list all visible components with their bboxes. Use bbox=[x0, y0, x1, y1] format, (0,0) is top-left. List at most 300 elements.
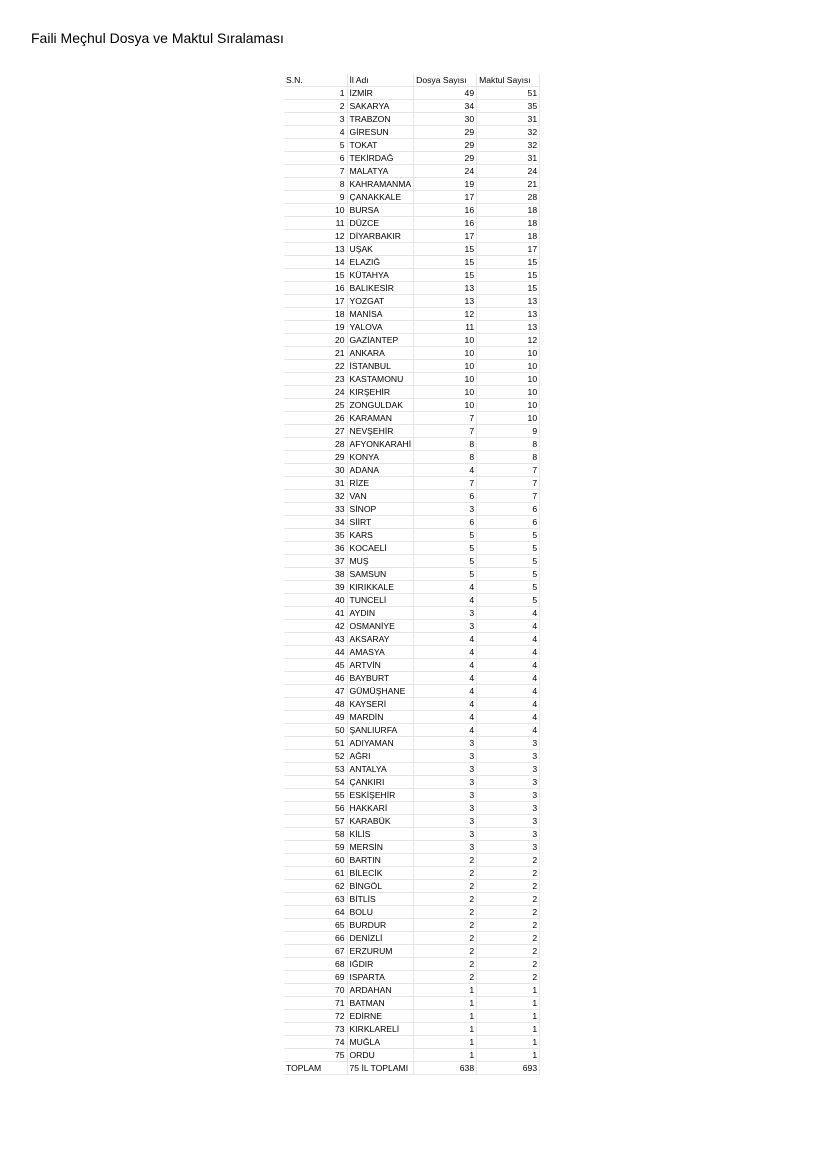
row-dosya-sayisi: 4 bbox=[414, 698, 477, 711]
row-il-adi: ANKARA bbox=[347, 347, 414, 360]
row-dosya-sayisi: 3 bbox=[414, 776, 477, 789]
row-sn: 75 bbox=[284, 1049, 347, 1062]
row-dosya-sayisi: 16 bbox=[414, 217, 477, 230]
row-il-adi: HAKKARİ bbox=[347, 802, 414, 815]
row-il-adi: DİYARBAKIR bbox=[347, 230, 414, 243]
row-maktul-sayisi: 2 bbox=[477, 958, 540, 971]
table-row bbox=[284, 1049, 540, 1062]
row-il-adi: BİNGÖL bbox=[347, 880, 414, 893]
row-dosya-sayisi: 1 bbox=[414, 1036, 477, 1049]
row-maktul-sayisi: 4 bbox=[477, 711, 540, 724]
row-dosya-sayisi: 7 bbox=[414, 425, 477, 438]
row-dosya-sayisi: 10 bbox=[414, 334, 477, 347]
table-row bbox=[284, 971, 540, 984]
row-dosya-sayisi: 3 bbox=[414, 841, 477, 854]
row-dosya-sayisi: 4 bbox=[414, 464, 477, 477]
row-maktul-sayisi: 2 bbox=[477, 945, 540, 958]
row-maktul-sayisi: 4 bbox=[477, 672, 540, 685]
table-row bbox=[284, 451, 540, 464]
row-sn: 1 bbox=[284, 87, 347, 100]
row-sn: 11 bbox=[284, 217, 347, 230]
row-maktul-sayisi: 32 bbox=[477, 126, 540, 139]
row-maktul-sayisi: 5 bbox=[477, 581, 540, 594]
table-row bbox=[284, 854, 540, 867]
row-sn: 27 bbox=[284, 425, 347, 438]
table-row bbox=[284, 464, 540, 477]
row-dosya-sayisi: 3 bbox=[414, 789, 477, 802]
row-dosya-sayisi: 4 bbox=[414, 672, 477, 685]
row-maktul-sayisi: 5 bbox=[477, 594, 540, 607]
table-row bbox=[284, 360, 540, 373]
table-row bbox=[284, 126, 540, 139]
row-sn: 20 bbox=[284, 334, 347, 347]
header-maktul-sayisi: Maktul Sayısı bbox=[477, 74, 540, 87]
row-sn: 42 bbox=[284, 620, 347, 633]
table-row bbox=[284, 607, 540, 620]
row-dosya-sayisi: 10 bbox=[414, 373, 477, 386]
row-sn: 14 bbox=[284, 256, 347, 269]
row-il-adi: ERZURUM bbox=[347, 945, 414, 958]
row-maktul-sayisi: 3 bbox=[477, 763, 540, 776]
row-sn: 65 bbox=[284, 919, 347, 932]
row-sn: 28 bbox=[284, 438, 347, 451]
row-maktul-sayisi: 7 bbox=[477, 477, 540, 490]
table-row bbox=[284, 204, 540, 217]
row-sn: 29 bbox=[284, 451, 347, 464]
row-il-adi: NEVŞEHİR bbox=[347, 425, 414, 438]
row-il-adi: MALATYA bbox=[347, 165, 414, 178]
row-maktul-sayisi: 2 bbox=[477, 919, 540, 932]
row-sn: 64 bbox=[284, 906, 347, 919]
table-row bbox=[284, 412, 540, 425]
page-title: Faili Meçhul Dosya ve Maktul Sıralaması bbox=[31, 30, 284, 46]
table-row bbox=[284, 659, 540, 672]
table-row bbox=[284, 477, 540, 490]
total-il-label: 75 İL TOPLAMI bbox=[347, 1062, 414, 1075]
row-dosya-sayisi: 10 bbox=[414, 360, 477, 373]
row-sn: 46 bbox=[284, 672, 347, 685]
row-sn: 56 bbox=[284, 802, 347, 815]
row-sn: 3 bbox=[284, 113, 347, 126]
row-il-adi: KIRŞEHİR bbox=[347, 386, 414, 399]
row-sn: 8 bbox=[284, 178, 347, 191]
table-row bbox=[284, 581, 540, 594]
row-maktul-sayisi: 51 bbox=[477, 87, 540, 100]
row-maktul-sayisi: 12 bbox=[477, 334, 540, 347]
row-il-adi: SİİRT bbox=[347, 516, 414, 529]
row-il-adi: ADIYAMAN bbox=[347, 737, 414, 750]
row-maktul-sayisi: 2 bbox=[477, 906, 540, 919]
row-il-adi: ELAZIĞ bbox=[347, 256, 414, 269]
row-dosya-sayisi: 4 bbox=[414, 685, 477, 698]
row-maktul-sayisi: 4 bbox=[477, 659, 540, 672]
row-dosya-sayisi: 4 bbox=[414, 659, 477, 672]
row-maktul-sayisi: 3 bbox=[477, 750, 540, 763]
row-dosya-sayisi: 24 bbox=[414, 165, 477, 178]
row-maktul-sayisi: 3 bbox=[477, 841, 540, 854]
total-label: TOPLAM bbox=[284, 1062, 347, 1075]
row-il-adi: KARABÜK bbox=[347, 815, 414, 828]
row-maktul-sayisi: 2 bbox=[477, 932, 540, 945]
row-il-adi: KARAMAN bbox=[347, 412, 414, 425]
table-row bbox=[284, 776, 540, 789]
row-maktul-sayisi: 4 bbox=[477, 633, 540, 646]
table-row bbox=[284, 425, 540, 438]
row-il-adi: MANİSA bbox=[347, 308, 414, 321]
row-sn: 70 bbox=[284, 984, 347, 997]
row-il-adi: BAYBURT bbox=[347, 672, 414, 685]
row-dosya-sayisi: 2 bbox=[414, 932, 477, 945]
row-il-adi: KASTAMONU bbox=[347, 373, 414, 386]
row-sn: 71 bbox=[284, 997, 347, 1010]
table-row bbox=[284, 997, 540, 1010]
row-sn: 54 bbox=[284, 776, 347, 789]
table-row bbox=[284, 828, 540, 841]
row-il-adi: GAZİANTEP bbox=[347, 334, 414, 347]
row-maktul-sayisi: 8 bbox=[477, 438, 540, 451]
row-maktul-sayisi: 10 bbox=[477, 386, 540, 399]
row-il-adi: BİLECİK bbox=[347, 867, 414, 880]
table-header-row bbox=[284, 74, 540, 87]
row-il-adi: ADANA bbox=[347, 464, 414, 477]
row-dosya-sayisi: 3 bbox=[414, 828, 477, 841]
row-sn: 74 bbox=[284, 1036, 347, 1049]
row-dosya-sayisi: 2 bbox=[414, 854, 477, 867]
row-dosya-sayisi: 4 bbox=[414, 581, 477, 594]
row-dosya-sayisi: 5 bbox=[414, 568, 477, 581]
row-sn: 4 bbox=[284, 126, 347, 139]
row-dosya-sayisi: 6 bbox=[414, 490, 477, 503]
table-row bbox=[284, 880, 540, 893]
row-il-adi: AĞRI bbox=[347, 750, 414, 763]
table-row bbox=[284, 958, 540, 971]
row-dosya-sayisi: 5 bbox=[414, 529, 477, 542]
row-il-adi: İSTANBUL bbox=[347, 360, 414, 373]
table-row bbox=[284, 620, 540, 633]
row-sn: 30 bbox=[284, 464, 347, 477]
row-il-adi: KOCAELİ bbox=[347, 542, 414, 555]
row-sn: 18 bbox=[284, 308, 347, 321]
row-il-adi: EDİRNE bbox=[347, 1010, 414, 1023]
row-dosya-sayisi: 2 bbox=[414, 958, 477, 971]
table-row bbox=[284, 347, 540, 360]
row-sn: 33 bbox=[284, 503, 347, 516]
row-il-adi: ARTVİN bbox=[347, 659, 414, 672]
row-dosya-sayisi: 3 bbox=[414, 763, 477, 776]
row-maktul-sayisi: 3 bbox=[477, 737, 540, 750]
table-row bbox=[284, 438, 540, 451]
row-maktul-sayisi: 35 bbox=[477, 100, 540, 113]
table-row bbox=[284, 841, 540, 854]
table-row bbox=[284, 282, 540, 295]
row-il-adi: ISPARTA bbox=[347, 971, 414, 984]
row-sn: 7 bbox=[284, 165, 347, 178]
row-dosya-sayisi: 3 bbox=[414, 503, 477, 516]
row-dosya-sayisi: 4 bbox=[414, 646, 477, 659]
row-maktul-sayisi: 32 bbox=[477, 139, 540, 152]
row-il-adi: MUĞLA bbox=[347, 1036, 414, 1049]
row-sn: 66 bbox=[284, 932, 347, 945]
row-dosya-sayisi: 15 bbox=[414, 269, 477, 282]
row-maktul-sayisi: 24 bbox=[477, 165, 540, 178]
row-sn: 16 bbox=[284, 282, 347, 295]
row-il-adi: ÇANAKKALE bbox=[347, 191, 414, 204]
row-maktul-sayisi: 15 bbox=[477, 269, 540, 282]
table-row bbox=[284, 113, 540, 126]
table-row bbox=[284, 763, 540, 776]
row-il-adi: BİTLİS bbox=[347, 893, 414, 906]
row-maktul-sayisi: 10 bbox=[477, 399, 540, 412]
row-il-adi: SAMSUN bbox=[347, 568, 414, 581]
row-maktul-sayisi: 5 bbox=[477, 529, 540, 542]
row-sn: 25 bbox=[284, 399, 347, 412]
row-maktul-sayisi: 15 bbox=[477, 282, 540, 295]
table-row bbox=[284, 321, 540, 334]
row-dosya-sayisi: 4 bbox=[414, 724, 477, 737]
row-dosya-sayisi: 2 bbox=[414, 919, 477, 932]
row-sn: 22 bbox=[284, 360, 347, 373]
row-maktul-sayisi: 6 bbox=[477, 503, 540, 516]
table-row bbox=[284, 87, 540, 100]
row-sn: 62 bbox=[284, 880, 347, 893]
row-maktul-sayisi: 1 bbox=[477, 1049, 540, 1062]
row-sn: 57 bbox=[284, 815, 347, 828]
table-row bbox=[284, 555, 540, 568]
row-dosya-sayisi: 3 bbox=[414, 737, 477, 750]
table-row bbox=[284, 503, 540, 516]
row-maktul-sayisi: 4 bbox=[477, 607, 540, 620]
row-il-adi: BURSA bbox=[347, 204, 414, 217]
table-row bbox=[284, 932, 540, 945]
table-row bbox=[284, 867, 540, 880]
row-il-adi: GİRESUN bbox=[347, 126, 414, 139]
row-sn: 73 bbox=[284, 1023, 347, 1036]
row-dosya-sayisi: 11 bbox=[414, 321, 477, 334]
row-il-adi: GÜMÜŞHANE bbox=[347, 685, 414, 698]
row-sn: 23 bbox=[284, 373, 347, 386]
row-maktul-sayisi: 4 bbox=[477, 620, 540, 633]
row-il-adi: SİNOP bbox=[347, 503, 414, 516]
table-row bbox=[284, 542, 540, 555]
ranking-table bbox=[284, 74, 540, 1075]
table-row bbox=[284, 737, 540, 750]
row-il-adi: ŞANLIURFA bbox=[347, 724, 414, 737]
row-maktul-sayisi: 4 bbox=[477, 646, 540, 659]
row-il-adi: AMASYA bbox=[347, 646, 414, 659]
row-dosya-sayisi: 15 bbox=[414, 243, 477, 256]
row-il-adi: KÜTAHYA bbox=[347, 269, 414, 282]
row-maktul-sayisi: 5 bbox=[477, 555, 540, 568]
row-maktul-sayisi: 18 bbox=[477, 217, 540, 230]
row-dosya-sayisi: 5 bbox=[414, 542, 477, 555]
row-dosya-sayisi: 10 bbox=[414, 399, 477, 412]
row-maktul-sayisi: 3 bbox=[477, 815, 540, 828]
row-dosya-sayisi: 19 bbox=[414, 178, 477, 191]
row-maktul-sayisi: 5 bbox=[477, 542, 540, 555]
row-il-adi: TOKAT bbox=[347, 139, 414, 152]
row-il-adi: YALOVA bbox=[347, 321, 414, 334]
row-maktul-sayisi: 1 bbox=[477, 1023, 540, 1036]
table-row bbox=[284, 633, 540, 646]
row-dosya-sayisi: 13 bbox=[414, 282, 477, 295]
table-row bbox=[284, 711, 540, 724]
row-dosya-sayisi: 10 bbox=[414, 386, 477, 399]
table-row bbox=[284, 893, 540, 906]
row-sn: 49 bbox=[284, 711, 347, 724]
total-maktul: 693 bbox=[477, 1062, 540, 1075]
row-il-adi: TRABZON bbox=[347, 113, 414, 126]
row-sn: 19 bbox=[284, 321, 347, 334]
row-maktul-sayisi: 1 bbox=[477, 997, 540, 1010]
row-maktul-sayisi: 21 bbox=[477, 178, 540, 191]
row-dosya-sayisi: 1 bbox=[414, 1023, 477, 1036]
row-il-adi: ESKİŞEHİR bbox=[347, 789, 414, 802]
row-dosya-sayisi: 4 bbox=[414, 633, 477, 646]
row-dosya-sayisi: 8 bbox=[414, 451, 477, 464]
table-row bbox=[284, 724, 540, 737]
row-il-adi: ÇANKIRI bbox=[347, 776, 414, 789]
table-row bbox=[284, 139, 540, 152]
row-maktul-sayisi: 15 bbox=[477, 256, 540, 269]
table-row bbox=[284, 516, 540, 529]
table-row bbox=[284, 373, 540, 386]
row-maktul-sayisi: 2 bbox=[477, 880, 540, 893]
row-il-adi: KIRIKKALE bbox=[347, 581, 414, 594]
row-sn: 59 bbox=[284, 841, 347, 854]
row-dosya-sayisi: 34 bbox=[414, 100, 477, 113]
table-row bbox=[284, 802, 540, 815]
row-dosya-sayisi: 30 bbox=[414, 113, 477, 126]
row-sn: 41 bbox=[284, 607, 347, 620]
row-il-adi: AYDIN bbox=[347, 607, 414, 620]
row-sn: 58 bbox=[284, 828, 347, 841]
row-dosya-sayisi: 3 bbox=[414, 620, 477, 633]
row-sn: 6 bbox=[284, 152, 347, 165]
row-sn: 2 bbox=[284, 100, 347, 113]
table-row bbox=[284, 672, 540, 685]
table-row bbox=[284, 308, 540, 321]
row-sn: 38 bbox=[284, 568, 347, 581]
row-sn: 32 bbox=[284, 490, 347, 503]
row-maktul-sayisi: 3 bbox=[477, 802, 540, 815]
row-sn: 69 bbox=[284, 971, 347, 984]
row-sn: 9 bbox=[284, 191, 347, 204]
row-sn: 61 bbox=[284, 867, 347, 880]
table-row bbox=[284, 178, 540, 191]
table-row bbox=[284, 568, 540, 581]
row-il-adi: TUNCELİ bbox=[347, 594, 414, 607]
row-il-adi: TEKİRDAĞ bbox=[347, 152, 414, 165]
row-sn: 24 bbox=[284, 386, 347, 399]
row-sn: 40 bbox=[284, 594, 347, 607]
row-maktul-sayisi: 31 bbox=[477, 113, 540, 126]
row-il-adi: KARS bbox=[347, 529, 414, 542]
row-dosya-sayisi: 2 bbox=[414, 971, 477, 984]
row-sn: 13 bbox=[284, 243, 347, 256]
row-il-adi: BALIKESİR bbox=[347, 282, 414, 295]
row-dosya-sayisi: 17 bbox=[414, 230, 477, 243]
row-sn: 36 bbox=[284, 542, 347, 555]
row-sn: 26 bbox=[284, 412, 347, 425]
table-row bbox=[284, 386, 540, 399]
row-dosya-sayisi: 29 bbox=[414, 126, 477, 139]
table-row bbox=[284, 789, 540, 802]
row-maktul-sayisi: 28 bbox=[477, 191, 540, 204]
row-maktul-sayisi: 2 bbox=[477, 867, 540, 880]
row-il-adi: MERSİN bbox=[347, 841, 414, 854]
row-sn: 5 bbox=[284, 139, 347, 152]
row-dosya-sayisi: 7 bbox=[414, 412, 477, 425]
row-sn: 43 bbox=[284, 633, 347, 646]
row-dosya-sayisi: 29 bbox=[414, 152, 477, 165]
row-sn: 35 bbox=[284, 529, 347, 542]
table-row bbox=[284, 1036, 540, 1049]
table-row bbox=[284, 594, 540, 607]
row-maktul-sayisi: 10 bbox=[477, 373, 540, 386]
row-dosya-sayisi: 2 bbox=[414, 867, 477, 880]
table-row bbox=[284, 685, 540, 698]
row-il-adi: AKSARAY bbox=[347, 633, 414, 646]
row-dosya-sayisi: 4 bbox=[414, 594, 477, 607]
row-dosya-sayisi: 12 bbox=[414, 308, 477, 321]
row-dosya-sayisi: 1 bbox=[414, 984, 477, 997]
row-il-adi: RİZE bbox=[347, 477, 414, 490]
row-sn: 63 bbox=[284, 893, 347, 906]
table-row bbox=[284, 399, 540, 412]
row-dosya-sayisi: 1 bbox=[414, 1049, 477, 1062]
table-row bbox=[284, 1023, 540, 1036]
row-dosya-sayisi: 2 bbox=[414, 906, 477, 919]
row-maktul-sayisi: 13 bbox=[477, 308, 540, 321]
row-sn: 44 bbox=[284, 646, 347, 659]
row-dosya-sayisi: 3 bbox=[414, 815, 477, 828]
row-dosya-sayisi: 5 bbox=[414, 555, 477, 568]
row-il-adi: MUŞ bbox=[347, 555, 414, 568]
row-dosya-sayisi: 3 bbox=[414, 607, 477, 620]
row-dosya-sayisi: 3 bbox=[414, 802, 477, 815]
row-maktul-sayisi: 4 bbox=[477, 685, 540, 698]
row-sn: 37 bbox=[284, 555, 347, 568]
row-sn: 15 bbox=[284, 269, 347, 282]
row-maktul-sayisi: 1 bbox=[477, 1010, 540, 1023]
row-maktul-sayisi: 10 bbox=[477, 347, 540, 360]
table-row bbox=[284, 1010, 540, 1023]
header-dosya-sayisi: Dosya Sayısı bbox=[414, 74, 477, 87]
row-sn: 10 bbox=[284, 204, 347, 217]
table-row bbox=[284, 919, 540, 932]
row-sn: 50 bbox=[284, 724, 347, 737]
row-il-adi: KAHRAMANMA bbox=[347, 178, 414, 191]
row-dosya-sayisi: 49 bbox=[414, 87, 477, 100]
row-dosya-sayisi: 7 bbox=[414, 477, 477, 490]
row-sn: 21 bbox=[284, 347, 347, 360]
header-sn: S.N. bbox=[284, 74, 347, 87]
row-dosya-sayisi: 2 bbox=[414, 893, 477, 906]
row-il-adi: UŞAK bbox=[347, 243, 414, 256]
row-dosya-sayisi: 6 bbox=[414, 516, 477, 529]
row-dosya-sayisi: 10 bbox=[414, 347, 477, 360]
row-maktul-sayisi: 4 bbox=[477, 698, 540, 711]
row-il-adi: SAKARYA bbox=[347, 100, 414, 113]
table-row bbox=[284, 529, 540, 542]
row-sn: 31 bbox=[284, 477, 347, 490]
table-row bbox=[284, 906, 540, 919]
row-maktul-sayisi: 18 bbox=[477, 230, 540, 243]
row-il-adi: BARTIN bbox=[347, 854, 414, 867]
row-dosya-sayisi: 3 bbox=[414, 750, 477, 763]
table-row bbox=[284, 152, 540, 165]
row-maktul-sayisi: 1 bbox=[477, 984, 540, 997]
